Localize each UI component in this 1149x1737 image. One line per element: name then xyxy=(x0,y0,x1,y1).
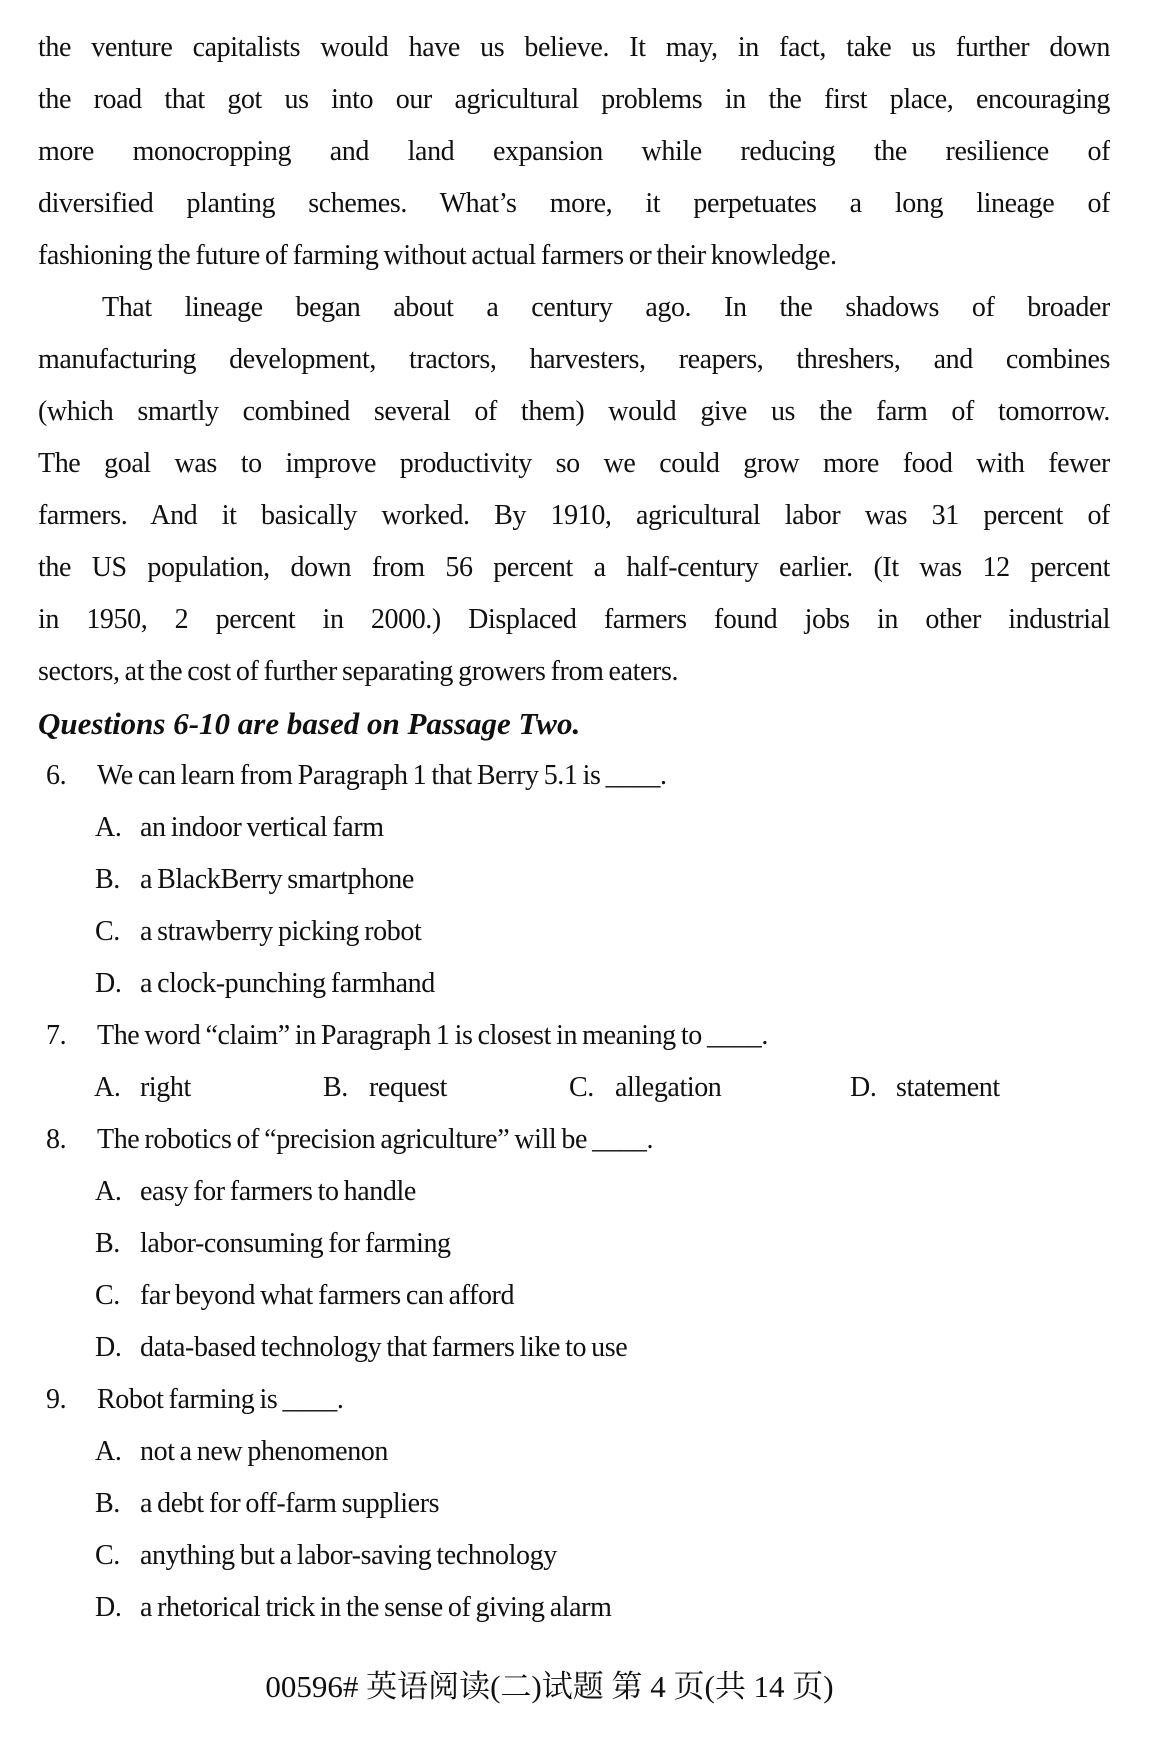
question-8-option-b xyxy=(38,1218,1110,1270)
question-7-stem xyxy=(38,1010,1110,1062)
question-7-options xyxy=(38,1062,1110,1114)
option-text: an indoor vertical farm xyxy=(140,812,384,843)
question-stem: Robot farming is ____. xyxy=(97,1384,344,1415)
question-8-option-d xyxy=(38,1322,1110,1374)
question-number: 8. xyxy=(46,1124,67,1155)
passage-line: the venture capitalists would have us believe. It may, in fact, take us further down xyxy=(38,32,1110,63)
question-6-stem xyxy=(38,750,1110,802)
option-label: B. xyxy=(95,864,120,895)
option-label: B. xyxy=(95,1488,120,1519)
passage-line: The goal was to improve productivity so we could grow more food with fewer xyxy=(38,448,1110,479)
question-number: 9. xyxy=(46,1384,67,1415)
passage-line: That lineage began about a century ago. In the shadows of broader xyxy=(102,292,1110,323)
option-label: C. xyxy=(95,916,120,947)
passage-line: (which smartly combined several of them) would give us the farm of tomorrow. xyxy=(38,396,1110,427)
option-text: labor-consuming for farming xyxy=(140,1228,451,1259)
question-8-stem xyxy=(38,1114,1110,1166)
option-text: a clock-punching farmhand xyxy=(140,968,435,999)
option-label: C. xyxy=(569,1072,594,1103)
question-9-option-d xyxy=(38,1582,1110,1634)
option-text: statement xyxy=(896,1072,1000,1103)
passage-line: diversified planting schemes. What’s more, it perpetuates a long lineage of xyxy=(38,188,1110,219)
option-text: data-based technology that farmers like to use xyxy=(140,1332,628,1363)
option-text: request xyxy=(369,1072,448,1103)
option-text: far beyond what farmers can afford xyxy=(140,1280,515,1311)
passage-line: the road that got us into our agricultural problems in the first place, encouraging xyxy=(38,84,1110,115)
question-7-option-a xyxy=(94,1062,191,1114)
passage-line: fashioning the future of farming without actual farmers or their knowledge. xyxy=(38,240,837,271)
option-label: A. xyxy=(94,1072,121,1103)
option-text: anything but a labor-saving technology xyxy=(140,1540,557,1571)
option-text: a debt for off-farm suppliers xyxy=(140,1488,440,1519)
passage-line: farmers. And it basically worked. By 1910, agricultural labor was 31 percent of xyxy=(38,500,1110,531)
question-stem: The robotics of “precision agriculture” will be ____. xyxy=(97,1124,654,1155)
option-text: right xyxy=(140,1072,191,1103)
option-label: A. xyxy=(95,1176,122,1207)
option-text: easy for farmers to handle xyxy=(140,1176,416,1207)
option-label: B. xyxy=(95,1228,120,1259)
passage-line: in 1950, 2 percent in 2000.) Displaced farmers found jobs in other industrial xyxy=(38,604,1110,635)
option-label: D. xyxy=(95,968,122,999)
option-label: D. xyxy=(850,1072,877,1103)
question-stem: We can learn from Paragraph 1 that Berry 5.1 is ____. xyxy=(97,760,667,791)
question-7-option-d xyxy=(850,1062,1000,1114)
page-footer: 00596# 英语阅读(二)试题 第 4 页(共 14 页) xyxy=(265,1669,834,1704)
page-content xyxy=(38,22,1110,1634)
option-text: a BlackBerry smartphone xyxy=(140,864,414,895)
question-7-option-b xyxy=(323,1062,447,1114)
passage-line: manufacturing development, tractors, harvesters, reapers, threshers, and combines xyxy=(38,344,1110,375)
question-9-stem xyxy=(38,1374,1110,1426)
question-9-option-b xyxy=(38,1478,1110,1530)
question-9-option-c xyxy=(38,1530,1110,1582)
question-stem: The word “claim” in Paragraph 1 is closest in meaning to ____. xyxy=(97,1020,768,1051)
option-label: C. xyxy=(95,1280,120,1311)
question-6-option-d xyxy=(38,958,1110,1010)
option-text: a rhetorical trick in the sense of giving alarm xyxy=(140,1592,612,1623)
passage-line: more monocropping and land expansion while reducing the resilience of xyxy=(38,136,1110,167)
question-number: 7. xyxy=(46,1020,67,1051)
option-label: D. xyxy=(95,1332,122,1363)
option-label: C. xyxy=(95,1540,120,1571)
question-6-option-b xyxy=(38,854,1110,906)
question-6-option-c xyxy=(38,906,1110,958)
question-8-option-c xyxy=(38,1270,1110,1322)
question-6-option-a xyxy=(38,802,1110,854)
question-7-option-c xyxy=(569,1062,721,1114)
section-heading: Questions 6-10 are based on Passage Two. xyxy=(38,706,581,741)
option-label: B. xyxy=(323,1072,348,1103)
question-9-option-a xyxy=(38,1426,1110,1478)
question-8-option-a xyxy=(38,1166,1110,1218)
option-text: a strawberry picking robot xyxy=(140,916,422,947)
option-text: not a new phenomenon xyxy=(140,1436,388,1467)
option-text: allegation xyxy=(615,1072,722,1103)
option-label: D. xyxy=(95,1592,122,1623)
option-label: A. xyxy=(95,1436,122,1467)
question-number: 6. xyxy=(46,760,67,791)
option-label: A. xyxy=(95,812,122,843)
passage-line: sectors, at the cost of further separating growers from eaters. xyxy=(38,656,679,687)
passage-line: the US population, down from 56 percent a half-century earlier. (It was 12 percent xyxy=(38,552,1110,583)
